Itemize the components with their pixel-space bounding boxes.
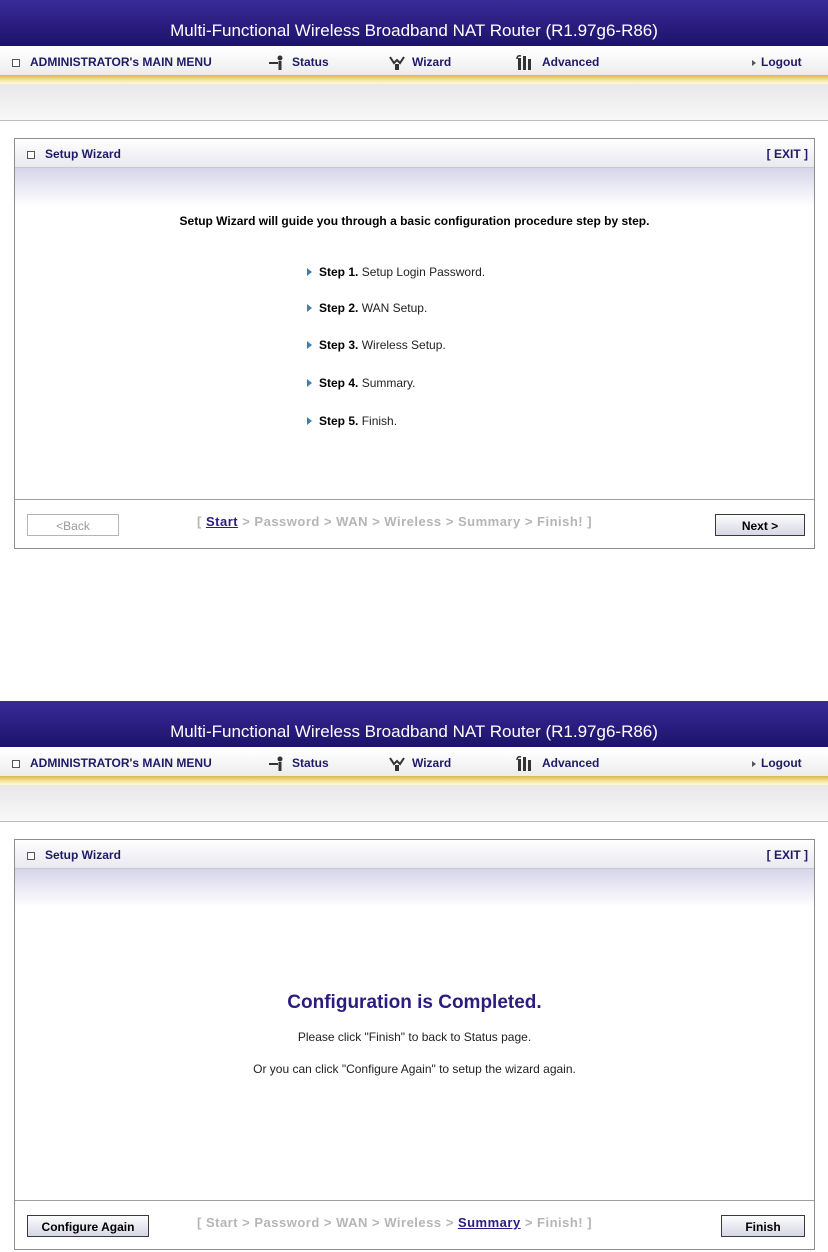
step-arrow-icon <box>307 268 312 276</box>
menu-bullet-icon <box>12 59 20 67</box>
menu-divider <box>0 75 828 84</box>
menu-status[interactable]: Status <box>268 750 329 776</box>
panel-bullet-icon <box>27 151 35 159</box>
title-bar <box>0 701 828 747</box>
status-person-icon <box>268 55 286 71</box>
step-arrow-icon <box>307 379 312 387</box>
router-title: Multi-Functional Wireless Broadband NAT Router (R1.97g6-R86) <box>170 722 658 741</box>
router-title: Multi-Functional Wireless Broadband NAT Router (R1.97g6-R86) <box>170 21 658 40</box>
menu-bullet-icon <box>12 760 20 768</box>
finish-instruction: Please click "Finish" to back to Status page. <box>297 1030 532 1044</box>
menu-wizard[interactable]: Wizard <box>388 49 451 75</box>
next-button[interactable]: Next > <box>715 514 805 536</box>
main-menu-bar <box>0 49 828 75</box>
menu-logout[interactable]: Logout <box>752 750 802 776</box>
menu-logout[interactable]: Logout <box>752 49 802 75</box>
menu-status[interactable]: Status <box>268 49 329 75</box>
configure-again-instruction: Or you can click "Configure Again" to setup the wizard again. <box>253 1062 576 1076</box>
panel-header <box>15 139 814 167</box>
wizard-icon <box>388 55 406 71</box>
main-menu-bar <box>0 750 828 776</box>
panel-band <box>15 868 814 907</box>
menu-admin-main[interactable]: ADMINISTRATOR's MAIN MENU <box>12 49 212 75</box>
panel-title: Setup Wizard <box>27 139 121 169</box>
panel-footer <box>15 1200 814 1249</box>
exit-link[interactable]: [ EXIT ] <box>766 147 808 161</box>
wizard-intro: Setup Wizard will guide you through a basic configuration procedure step by step. <box>179 214 650 228</box>
sub-menu-bar <box>0 84 828 121</box>
step-arrow-icon <box>307 341 312 349</box>
menu-wizard[interactable]: Wizard <box>388 750 451 776</box>
title-bar <box>0 0 828 46</box>
panel-footer <box>15 499 814 548</box>
status-person-icon <box>268 756 286 772</box>
step-arrow-icon <box>307 304 312 312</box>
completion-heading: Configuration is Completed. <box>287 992 542 1013</box>
menu-advanced[interactable]: Advanced <box>516 49 599 75</box>
exit-link[interactable]: [ EXIT ] <box>766 848 808 862</box>
wizard-icon <box>388 756 406 772</box>
wizard-start-screen <box>0 0 828 552</box>
configure-again-button[interactable]: Configure Again <box>27 1215 149 1237</box>
panel-title: Setup Wizard <box>27 840 121 870</box>
panel-band <box>15 167 814 206</box>
advanced-tools-icon <box>516 55 536 71</box>
logout-arrow-icon <box>752 761 756 767</box>
menu-divider <box>0 776 828 785</box>
sub-menu-bar <box>0 785 828 822</box>
panel-bullet-icon <box>27 852 35 860</box>
advanced-tools-icon <box>516 756 536 772</box>
setup-wizard-panel <box>14 138 815 549</box>
wizard-complete-screen <box>0 701 828 1252</box>
step-item: Step 4. Summary. <box>307 376 416 390</box>
progress-current-step: Summary <box>457 1215 521 1230</box>
progress-current-step: Start <box>205 514 239 529</box>
back-button[interactable]: <Back <box>27 514 119 536</box>
setup-wizard-panel <box>14 839 815 1250</box>
step-arrow-icon <box>307 417 312 425</box>
step-item: Step 5. Finish. <box>307 414 397 428</box>
step-item: Step 1. Setup Login Password. <box>307 265 485 279</box>
menu-advanced[interactable]: Advanced <box>516 750 599 776</box>
panel-header <box>15 840 814 868</box>
wizard-progress: [ Start > Password > WAN > Wireless > Summary > Finish! ] <box>197 514 593 529</box>
step-item: Step 3. Wireless Setup. <box>307 338 446 352</box>
menu-admin-main[interactable]: ADMINISTRATOR's MAIN MENU <box>12 750 212 776</box>
step-item: Step 2. WAN Setup. <box>307 301 427 315</box>
finish-button[interactable]: Finish <box>721 1215 805 1237</box>
wizard-progress: [ Start > Password > WAN > Wireless > Summary > Finish! ] <box>197 1215 593 1230</box>
logout-arrow-icon <box>752 60 756 66</box>
